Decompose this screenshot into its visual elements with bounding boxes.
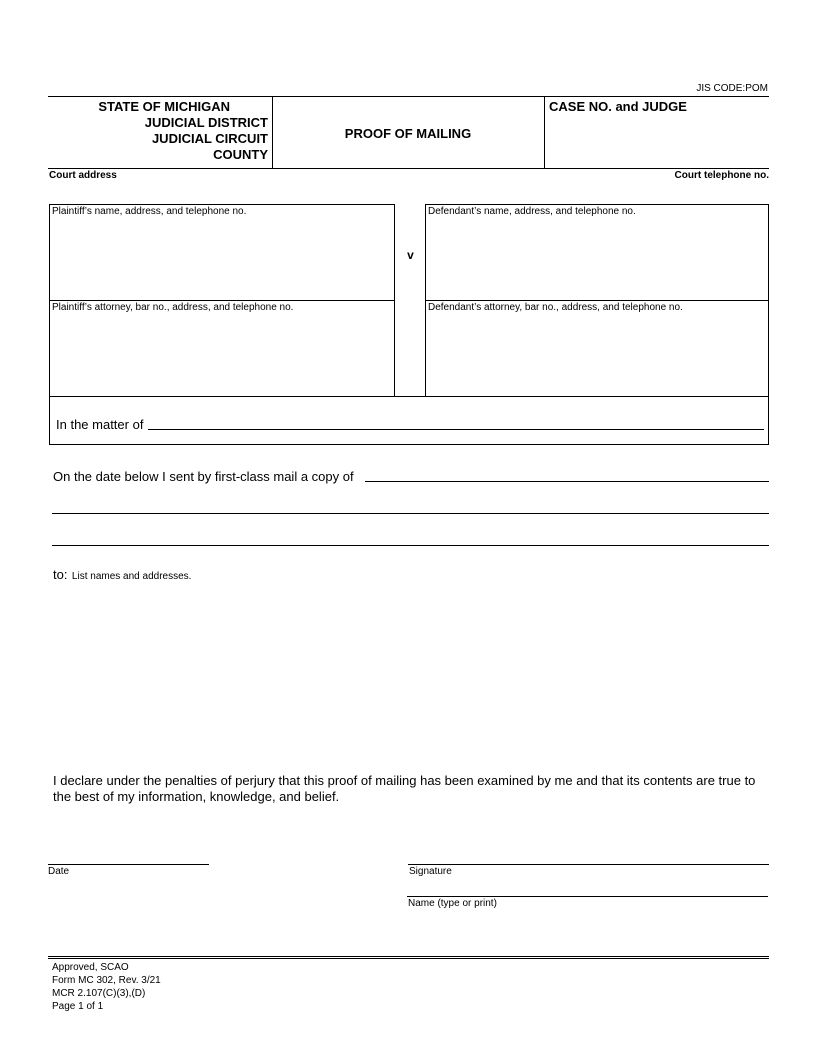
page-title: PROOF OF MAILING [344,126,472,141]
jis-code: JIS CODE:POM [696,83,768,94]
matter-box [49,396,769,445]
court-telephone-label: Court telephone no. [674,170,769,181]
case-number-label: CASE NO. and JUDGE [549,99,687,114]
document-field-line-1[interactable] [365,481,769,482]
district-label: JUDICIAL DISTRICT [144,115,268,130]
footer-divider [48,956,769,957]
page-number: Page 1 of 1 [52,1001,104,1012]
versus-label: v [407,248,414,262]
declaration-text: I declare under the penalties of perjury that this proof of mailing has been examined by me and that its contents are true to the best of my information, knowledge, and belief. [53,773,756,804]
court-rule: MCR 2.107(C)(3),(D) [52,988,146,999]
matter-field[interactable] [148,429,764,430]
name-field[interactable] [407,896,768,897]
recipients-heading [53,566,191,584]
recipients-field[interactable] [52,586,769,766]
to-hint: List names and addresses. [71,571,192,582]
court-address-label: Court address [49,170,117,181]
name-label: Name (type or print) [408,898,497,909]
circuit-label: JUDICIAL CIRCUIT [151,131,268,146]
mailing-statement: On the date below I sent by first-class mail a copy of [53,469,354,484]
case-number-field[interactable] [545,112,768,167]
form-number: Form MC 302, Rev. 3/21 [52,975,161,986]
date-label: Date [48,866,70,877]
to-label: to: [53,567,68,582]
defendant-attorney-label: Defendant’s attorney, bar no., address, and telephone no. [428,302,683,313]
state-label: STATE OF MICHIGAN [98,99,230,114]
matter-label: In the matter of [56,417,144,432]
footer-info [52,961,161,1013]
county-label: COUNTY [213,147,268,162]
signature-field[interactable] [408,864,769,865]
footer-divider-2 [48,958,769,959]
date-field[interactable] [48,864,209,865]
plaintiff-attorney-label: Plaintiff’s attorney, bar no., address, and telephone no. [52,302,294,313]
document-field-line-2[interactable] [52,513,769,514]
defendant-label: Defendant’s name, address, and telephone no. [428,206,636,217]
approved-label: Approved, SCAO [52,962,129,973]
signature-label: Signature [409,866,452,877]
plaintiff-label: Plaintiff’s name, address, and telephone no. [52,206,247,217]
document-field-line-3[interactable] [52,545,769,546]
